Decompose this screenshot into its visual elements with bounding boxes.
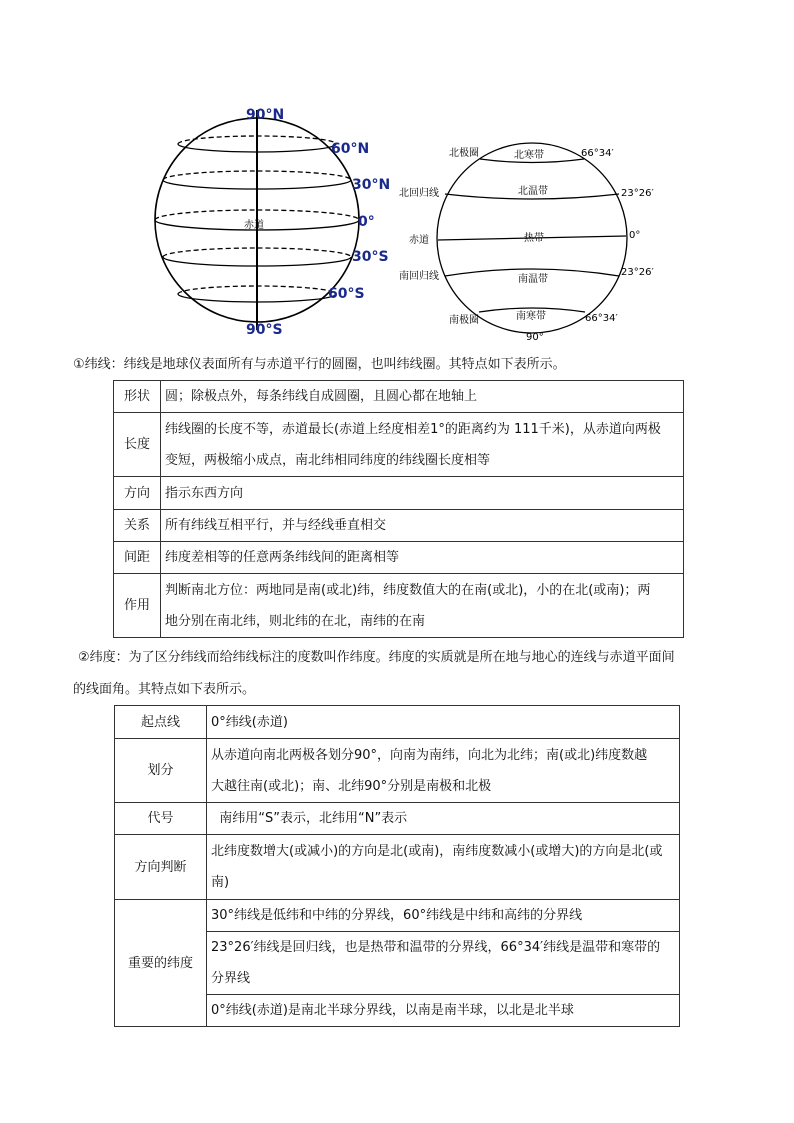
row-content: 23°26′纬线是回归线，也是热带和温带的分界线，66°34′纬线是温带和寒带的 分界线 xyxy=(207,932,680,995)
row-content: 纬线圈的长度不等，赤道最长(赤道上经度相差1°的距离约为 111千米)，从赤道向两极 变短，两极缩小成点，南北纬相同纬度的纬线圈长度相等 xyxy=(161,413,684,477)
temperature-zones-figure xyxy=(395,128,655,343)
label-30n: 30°N xyxy=(352,177,391,193)
row-label: 重要的纬度 xyxy=(115,900,207,1027)
table-row xyxy=(115,706,680,739)
label-60n: 60°N xyxy=(331,141,370,157)
table-row xyxy=(114,381,684,413)
latitude-degree-table xyxy=(114,705,680,1027)
row-content: 0°纬线(赤道) xyxy=(207,706,680,739)
label-tropic-capricorn: 南回归线 xyxy=(399,271,439,282)
row-label: 长度 xyxy=(114,413,161,477)
label-60s: 60°S xyxy=(328,286,365,302)
row-content: 所有纬线互相平行，并与经线垂直相交 xyxy=(161,510,684,542)
label-equator-zones: 赤道 xyxy=(409,235,429,246)
table-row xyxy=(115,835,680,900)
latitude-line-table xyxy=(113,380,684,638)
row-label: 关系 xyxy=(114,510,161,542)
label-6634s: 66°34′ xyxy=(585,313,618,324)
table-row xyxy=(114,542,684,574)
label-equator: 赤道 xyxy=(244,220,264,231)
label-2326s: 23°26′ xyxy=(621,267,654,278)
label-0-zones: 0° xyxy=(629,230,641,241)
label-0: 0° xyxy=(358,214,375,230)
table-row xyxy=(115,803,680,835)
row-label: 代号 xyxy=(115,803,207,835)
table-row xyxy=(114,477,684,510)
label-antarctic-circle: 南极圈 xyxy=(449,315,479,326)
zone-north-frigid: 北寒带 xyxy=(514,150,544,161)
zone-tropical: 热带 xyxy=(524,233,544,244)
row-label: 间距 xyxy=(114,542,161,574)
table-row xyxy=(114,413,684,477)
label-6634n: 66°34′ xyxy=(581,148,614,159)
row-content: 判断南北方位：两地同是南(或北)纬，纬度数值大的在南(或北)，小的在北(或南)；两 地分别在南北纬，则北纬的在北，南纬的在南 xyxy=(161,574,684,638)
label-90: 90° xyxy=(526,332,544,343)
latitude-globe-figure xyxy=(140,100,400,340)
row-content: 南纬用“S”表示，北纬用“N”表示 xyxy=(207,803,680,835)
row-label: 划分 xyxy=(115,739,207,803)
row-content: 纬度差相等的任意两条纬线间的距离相等 xyxy=(161,542,684,574)
table-row xyxy=(114,510,684,542)
table-row xyxy=(114,574,684,638)
zone-north-temperate: 北温带 xyxy=(518,186,548,197)
table-row xyxy=(115,739,680,803)
label-90s: 90°S xyxy=(246,322,283,338)
table-row xyxy=(115,900,680,932)
row-content: 30°纬线是低纬和中纬的分界线，60°纬线是中纬和高纬的分界线 xyxy=(207,900,680,932)
row-content: 0°纬线(赤道)是南北半球分界线，以南是南半球，以北是北半球 xyxy=(207,995,680,1027)
row-label: 起点线 xyxy=(115,706,207,739)
section2-intro-line2: 的线面角。其特点如下表所示。 xyxy=(73,682,256,697)
row-label: 作用 xyxy=(114,574,161,638)
zone-south-frigid: 南寒带 xyxy=(516,311,546,322)
row-content: 北纬度数增大(或减小)的方向是北(或南)，南纬度数减小(或增大)的方向是北(或 南) xyxy=(207,835,680,900)
section2-intro-line1: ②纬度：为了区分纬线而给纬线标注的度数叫作纬度。纬度的实质就是所在地与地心的连线与赤道平面间 xyxy=(78,650,675,665)
section1-intro: ①纬线：纬线是地球仪表面所有与赤道平行的圆圈，也叫纬线圈。其特点如下表所示。 xyxy=(73,357,566,372)
label-2326n: 23°26′ xyxy=(621,188,654,199)
row-content: 圆；除极点外，每条纬线自成圆圈，且圆心都在地轴上 xyxy=(161,381,684,413)
row-content: 从赤道向南北两极各划分90°，向南为南纬，向北为北纬；南(或北)纬度数越 大越往南(或北)；南、北纬90°分别是南极和北极 xyxy=(207,739,680,803)
label-arctic-circle: 北极圈 xyxy=(449,148,479,159)
row-label: 形状 xyxy=(114,381,161,413)
label-30s: 30°S xyxy=(352,249,389,265)
row-label: 方向 xyxy=(114,477,161,510)
row-label: 方向判断 xyxy=(115,835,207,900)
zone-south-temperate: 南温带 xyxy=(518,274,548,285)
label-tropic-cancer: 北回归线 xyxy=(399,188,439,199)
row-content: 指示东西方向 xyxy=(161,477,684,510)
label-90n: 90°N xyxy=(246,107,285,123)
